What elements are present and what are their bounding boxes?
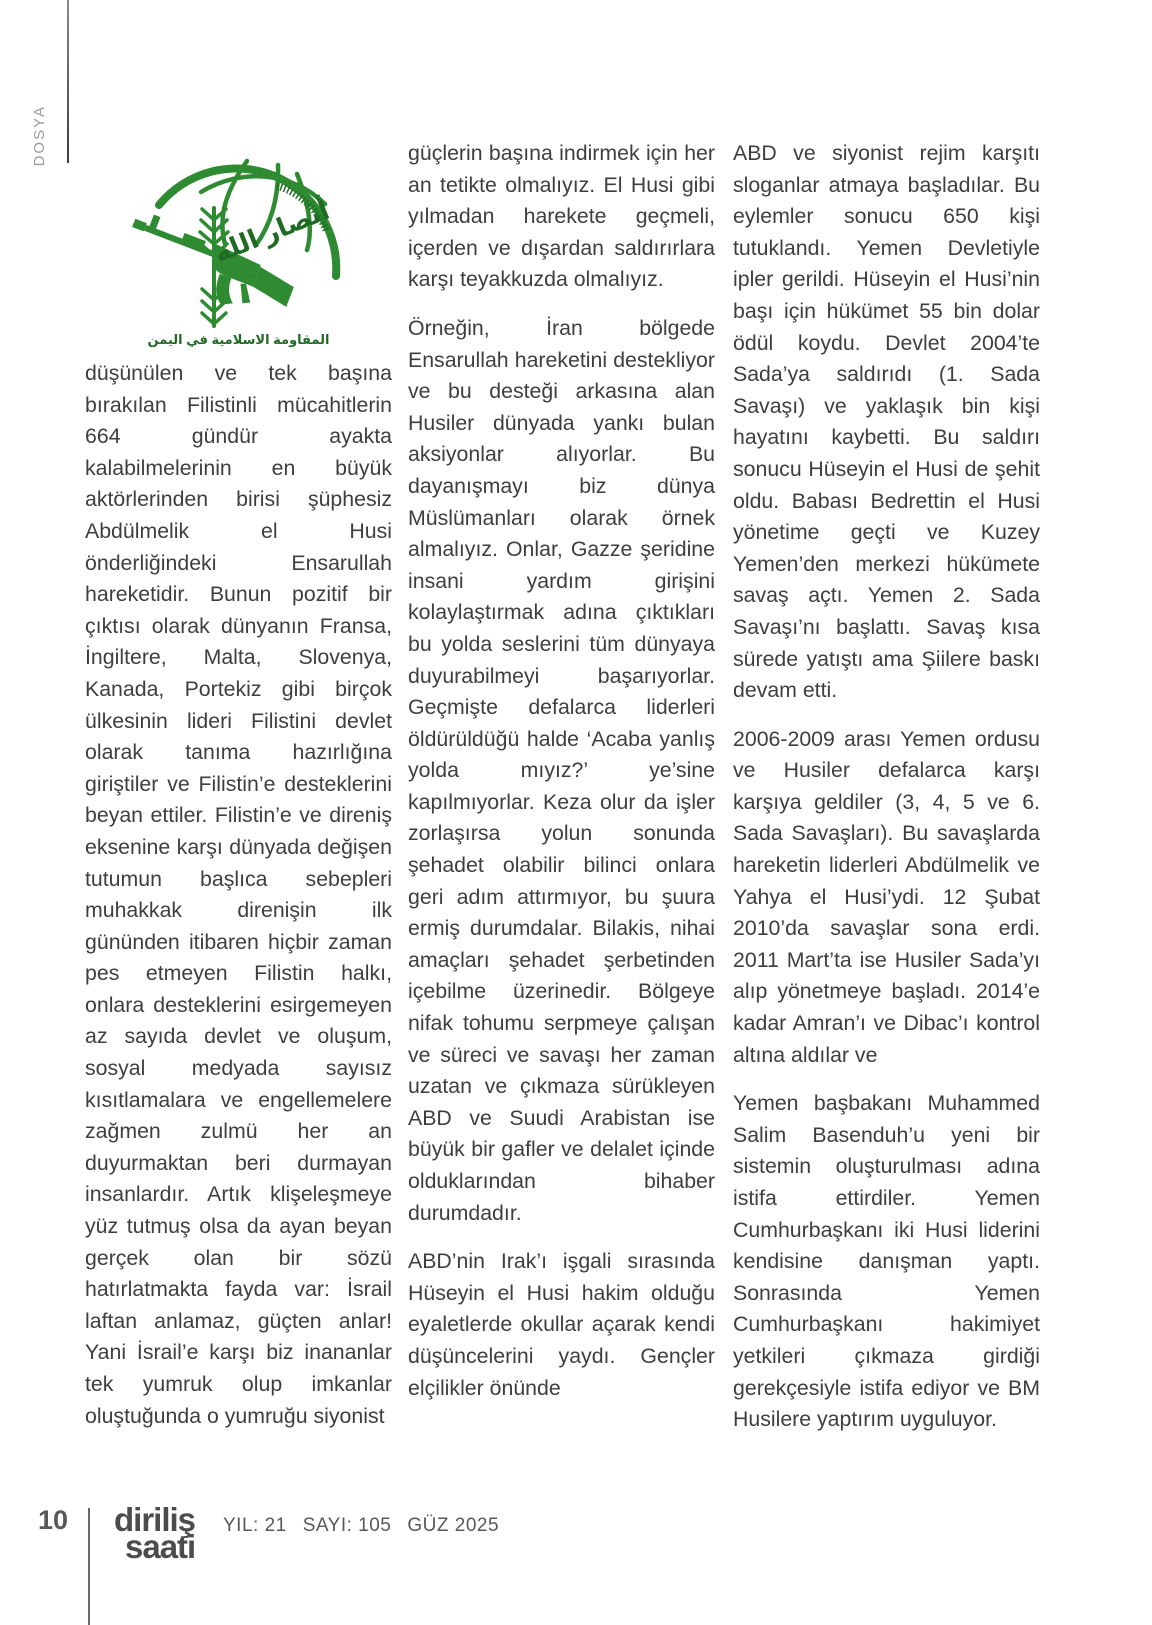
body-paragraph: ABD’nin Irak’ı işgali sırasında Hüseyin el Husi hakim olduğu eyaletlerde okullar açarak kendi düşüncelerini yaydı. Gençler elçilikler önünde [408,1249,715,1400]
magazine-logo-line1: diriliş [114,1501,196,1538]
column-3 [733,138,1040,1453]
column-2 [408,138,715,1421]
issue-info [223,1515,515,1537]
emblem-caption: المقاومة الاسلامية في اليمن [147,332,330,347]
body-paragraph: Örneğin, İran bölgede Ensarullah hareketini destekliyor ve bu desteği arkasına alan Husiler dünyada yankı bulan aksiyonlar alıyorlar. Bu dayanışmayı biz dünya Müslümanları olarak örnek almalıyız. Onlar, Gazze şeridine insani yardım girişini kolaylaştırmak adına çıktıkları bu yolda seslerini tüm dünyaya duyurabilmeyi başarıyorlar. Geçmişte defalarca liderleri öldürüldüğü halde ‘Acaba yanlış yolda mıyız?’ ye’sine kapılmıyorlar. Keza olur da işler zorlaşırsa yolun sonunda şehadet olabilir bilinci onlara geri adım attırmıyor, bu şuura ermiş durumdalar. Bilakis, nihai amaçları şehadet şerbetinden içebilme üzerinedir. Bölgeye nifak tohumu serpmeye çalışan ve süreci ve savaşı her zaman uzatan ve çıkmaza sürükleyen ABD ve Suudi Arabistan ise büyük bir gafler ve delalet içinde olduklarından bihaber durumdadır. [408,315,715,1225]
ensarullah-emblem [129,148,349,348]
issue-number: SAYI: 105 [302,1515,392,1536]
issue-year: YIL: 21 [223,1515,287,1536]
body-paragraph: güçlerin başına indirmek için her an tetikte olmalıyız. El Husi gibi yılmadan harekete geçmeli, içerden ve dışardan saldırırlara karşı teyakkuzda olmalıyız. [408,141,715,292]
body-paragraph: düşünülen ve tek başına bırakılan Filistinli mücahitlerin 664 gündür ayakta kalabilmelerinin en büyük aktörlerinden birisi şüphesiz Abdülmelik el Husi önderliğindeki Ensarullah hareketidir. Bunun pozitif bir çıktısı olarak dünyanın Fransa, İngiltere, Malta, Slovenya, Kanada, Portekiz gibi birçok ülkesinin lideri Filistini devlet olarak tanıma hazırlığına giriştiler ve Filistin’e desteklerini beyan ettiler. Filistin’e ve direniş eksenine karşı dünyada değişen tutumun başlıca sebepleri muhakkak direnişin ilk gününden itibaren hiçbir zaman pes etmeyen Filistin halkı, onlara desteklerini esirgemeyen az sayıda devlet ve oluşum, sosyal medyada sayısız kısıtlamalara ve engellemelere zağmen zulmü her an duyurmaktan beri durmayan insanlardır. Artık klişeleşmeye yüz tutmuş olsa da ayan beyan gerçek olan bir sözü hatırlatmakta fayda var: İsrail laftan anlamaz, güçten anlar! Yani İsrail’e karşı biz inananlar tek yumruk olup imkanlar oluştuğunda o yumruğu siyonist [85,361,392,1428]
magazine-logo [114,1501,196,1565]
body-paragraph: ABD ve siyonist rejim karşıtı sloganlar atmaya başladılar. Bu eylemler sonucu 650 kişi tutuklandı. Yemen Devletiyle ipler gerildi. Hüseyin el Husi’nin başı için hükümet 55 bin dolar ödül koydu. Devlet 2004’te Sada’ya saldırıdı (1. Sada Savaşı) ve yaklaşık bin kişi hayatını kaybetti. Bu saldırı sonucu Hüseyin el Husi de şehit oldu. Babası Bedrettin el Husi yönetime geçti ve Kuzey Yemen’den merkezi hükümete savaş açtı. Yemen 2. Sada Savaşı’nı başlattı. Savaş kısa sürede yatıştı ama Şiilere baskı devam etti. [733,141,1040,703]
page-number: 10 [38,1505,69,1535]
footer-divider-line [88,1508,90,1625]
calligraphy-text: أنصار الله [209,195,333,269]
magazine-logo-line2: saati [125,1528,196,1565]
issue-season: GÜZ 2025 [407,1515,500,1536]
body-paragraph: Yemen başbakanı Muhammed Salim Basenduh’u yeni bir sistemin oluşturulması adına istifa ettirdiler. Yemen Cumhurbaşkanı iki Husi liderini kendisine danışman yaptı. Sonrasında Yemen Cumhurbaşkanı hakimiyet yetkileri çıkmaza girdiği gerekçesiyle istifa ediyor ve BM Husilere yaptırım uyguluyor. [733,1091,1040,1432]
section-label: DOSYA [31,105,48,167]
ensarullah-emblem-icon [129,148,349,330]
body-paragraph: 2006-2009 arası Yemen ordusu ve Husiler defalarca karşı karşıya geldiler (3, 4, 5 ve 6. Sada Savaşları). Bu savaşlarda hareketin liderleri Abdülmelik ve Yahya el Husi’ydi. 12 Şubat 2010’da savaşlar sona erdi. 2011 Mart’ta ise Husiler Sada’yı alıp yönetmeye başladı. 2014’e kadar Amran’ı ve Dibac’ı kontrol altına aldılar ve [733,726,1040,1067]
section-divider-line [67,0,69,163]
column-1 [85,148,392,1449]
